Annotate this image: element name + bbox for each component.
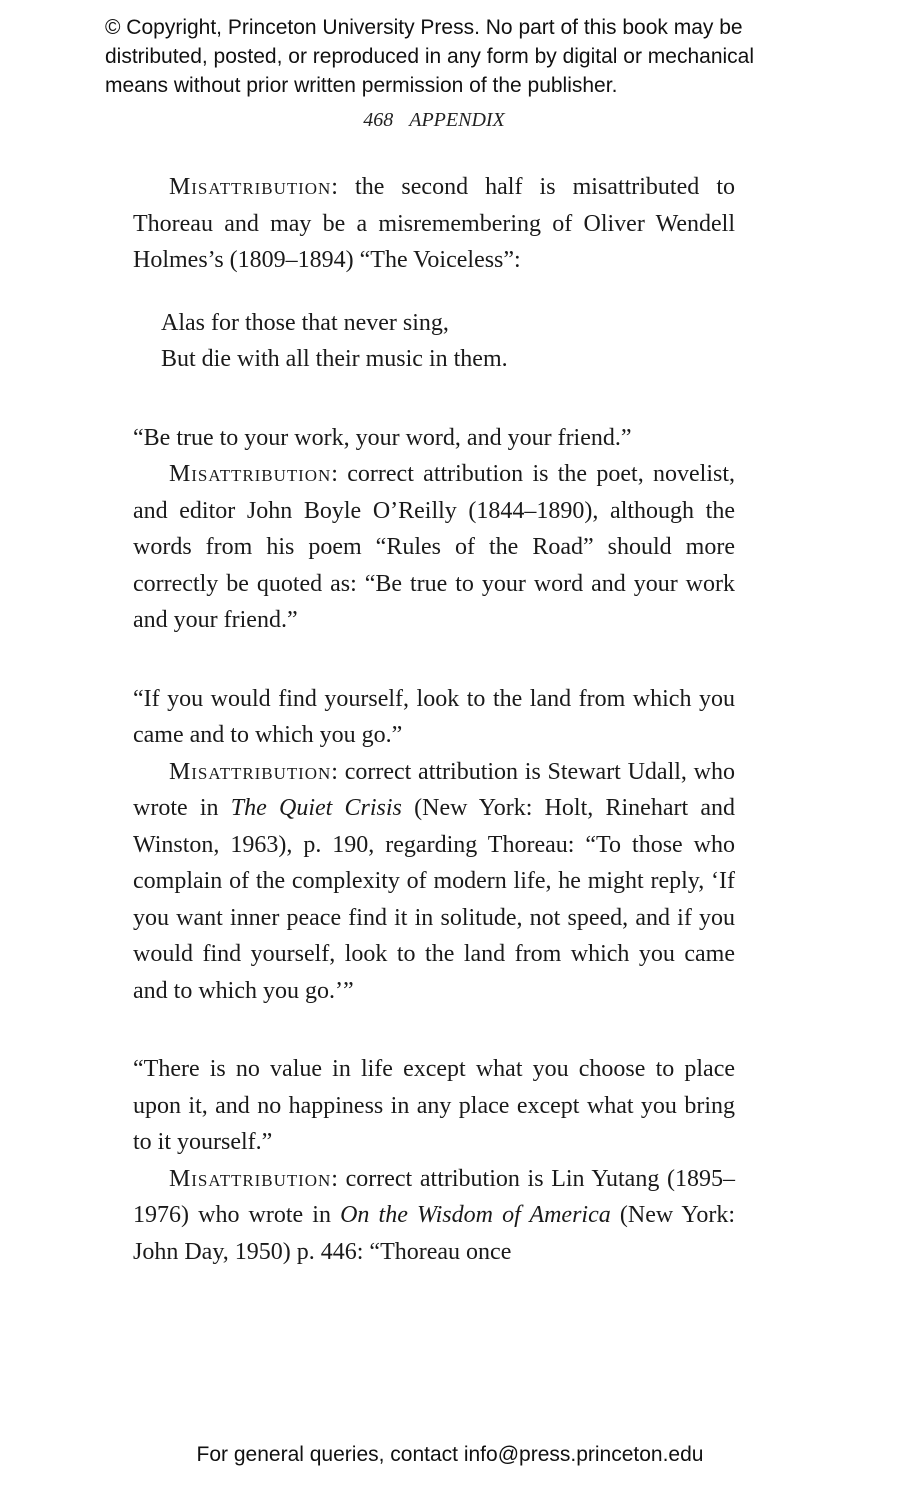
running-head	[133, 109, 735, 132]
body-text	[133, 169, 735, 1270]
text-segment-normal: : correct attribution is Stewart Udall, who wrote in	[133, 758, 735, 821]
text-segment-normal: : correct attribution is the poet, novelist, and editor John Boyle O’Reilly (1844–1890), although the words from his poem “Rules of the Road” should more correctly be quoted as: “Be true to your word and your work and your friend.”	[133, 461, 735, 633]
quote-paragraph	[133, 420, 735, 457]
verse-line: But die with all their music in them.	[161, 346, 508, 372]
quote-paragraph	[133, 681, 735, 754]
text-segment-italic: The Quiet Crisis	[230, 795, 402, 821]
text-segment-normal: “There is no value in life except what you choose to place upon it, and no happiness in any place except what you bring to it yourself.”	[133, 1056, 735, 1155]
quote-paragraph	[133, 1051, 735, 1161]
text-segment-smallcaps: Misattribution	[169, 1165, 332, 1192]
running-head-title: APPENDIX	[409, 109, 505, 131]
verse-block	[161, 305, 735, 378]
text-segment-normal: “If you would find yourself, look to the land from which you came and to which you go.”	[133, 685, 735, 748]
copyright-line: distributed, posted, or reproduced in any form by digital or mechanical	[105, 45, 755, 68]
text-segment-smallcaps: Misattribution	[169, 174, 332, 200]
verse-line: Alas for those that never sing,	[161, 309, 449, 336]
footer-contact: For general queries, contact info@press.princeton.edu	[196, 1443, 704, 1466]
text-segment-normal: : the second half is misattributed to Thoreau and may be a misremembering of Oliver Wendell Holmes’s (1809–1894) “The Voiceless”:	[133, 174, 735, 273]
copyright-line: © Copyright, Princeton University Press. No part of this book may be	[105, 16, 743, 39]
text-segment-smallcaps: Misattribution	[169, 758, 332, 785]
text-segment-normal: (New York: Holt, Rinehart and Winston, 1963), p. 190, regarding Thoreau: “To those who complain of the complexity of modern life, he might reply, ‘If you want inner peace find it in solitude, not speed, and if you would find yourself, look to the land from which you came and to which you go.’”	[133, 795, 736, 1004]
body-paragraph	[133, 1161, 735, 1271]
copyright-line: means without prior written permission of the publisher.	[105, 74, 618, 97]
copyright-notice	[105, 13, 805, 100]
text-segment-normal: : correct attribution is Lin Yutang (1895–1976) who wrote in	[133, 1165, 735, 1228]
text-segment-normal: “Be true to your work, your word, and your friend.”	[133, 424, 632, 451]
body-paragraph	[133, 169, 735, 279]
text-segment-smallcaps: Misattribution	[169, 461, 332, 487]
body-paragraph	[133, 754, 735, 1010]
text-segment-italic: On the Wisdom of America	[340, 1202, 611, 1228]
text-segment-normal: (New York: John Day, 1950) p. 446: “Thoreau once	[133, 1202, 735, 1265]
page-number: 468	[363, 109, 394, 131]
body-paragraph	[133, 456, 735, 639]
